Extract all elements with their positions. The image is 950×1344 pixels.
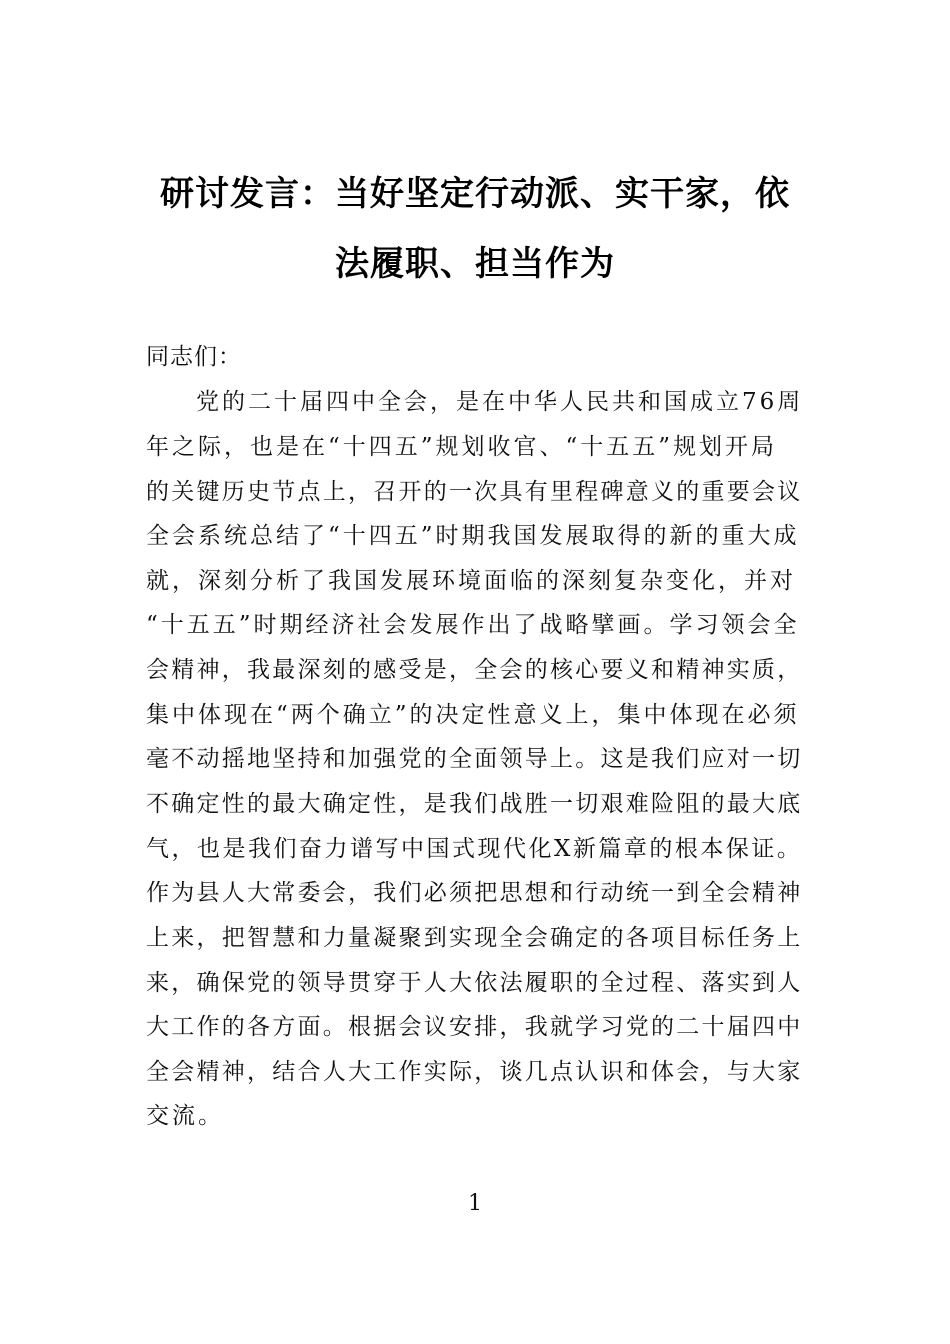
paragraph-line: 大工作的各方面。根据会议安排，我就学习党的二十届四中 xyxy=(146,1014,803,1040)
paragraph-line: 年之际，也是在“十四五”规划收官、“十五五”规划开局 xyxy=(146,434,778,460)
salutation: 同志们： xyxy=(146,344,242,370)
paragraph-line: 的关键历史节点上，召开的一次具有里程碑意义的重要会议 xyxy=(146,479,803,505)
paragraph-line: “十五五”时期经济社会发展作出了战略擘画。学习领会全 xyxy=(146,612,800,638)
paragraph-line: 气，也是我们奋力谱写中国式现代化X新篇章的根本保证。 xyxy=(146,836,803,862)
paragraph-line: 不确定性的最大确定性，是我们战胜一切艰难险阻的最大底 xyxy=(146,791,803,817)
paragraph-line: 集中体现在“两个确立”的决定性意义上，集中体现在必须 xyxy=(146,702,800,728)
document-title-line-1: 研讨发言：当好坚定行动派、实干家，依 xyxy=(160,174,790,214)
paragraph-line: 毫不动摇地坚持和加强党的全面领导上。这是我们应对一切 xyxy=(146,746,803,772)
paragraph-line: 作为县人大常委会，我们必须把思想和行动统一到全会精神 xyxy=(146,880,803,906)
paragraph-line: 就，深刻分析了我国发展环境面临的深刻复杂变化，并对 xyxy=(146,568,796,594)
paragraph-line: 上来，把智慧和力量凝聚到实现全会确定的各项目标任务上 xyxy=(146,925,803,951)
document-title-line-2: 法履职、担当作为 xyxy=(335,244,615,284)
paragraph-line: 会精神，我最深刻的感受是，全会的核心要义和精神实质， xyxy=(146,657,803,683)
paragraph-line: 全会系统总结了“十四五”时期我国发展取得的新的重大成 xyxy=(146,523,800,549)
paragraph-line: 交流。 xyxy=(146,1103,224,1129)
paragraph-line: 来，确保党的领导贯穿于人大依法履职的全过程、落实到人 xyxy=(146,970,803,996)
page-number: 1 xyxy=(468,1191,482,1216)
paragraph-line: 党的二十届四中全会，是在中华人民共和国成立76周 xyxy=(196,389,804,415)
paragraph-line: 全会精神，结合人大工作实际，谈几点认识和体会，与大家 xyxy=(146,1059,803,1085)
